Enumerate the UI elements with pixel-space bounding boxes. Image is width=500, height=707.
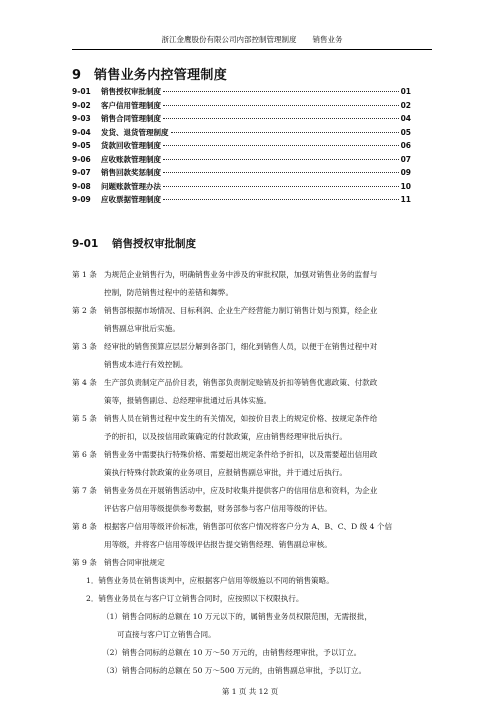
list-item: 1．销售业务员在销售谈判中，应根据客户信用等级施以不同的销售策略。 [86, 576, 334, 585]
article-line: 销售人员在销售过程中发生的有关情况，如按价目表上的规定价格、按规定条件给 [104, 414, 378, 423]
toc-entry-page: 04 [400, 114, 411, 123]
toc-entry-page: 01 [400, 87, 411, 96]
article [72, 302, 430, 338]
toc-entry-number: 9-08 [72, 181, 91, 191]
article [72, 338, 430, 374]
page-header [72, 33, 432, 50]
toc-entry-number: 9-02 [72, 100, 91, 110]
toc-entry[interactable] [72, 194, 411, 208]
toc-entry-page: 07 [400, 154, 411, 164]
toc-entry-title: 应收账款管理制度 [101, 154, 161, 164]
section-title-text: 销售授权审批制度 [112, 238, 196, 250]
article [72, 266, 430, 302]
article-label: 第 4 条 [72, 378, 97, 387]
article-line: 销售副总审批后实施。 [104, 324, 180, 333]
toc-entry[interactable] [72, 140, 411, 154]
header-section: 销售业务 [312, 35, 343, 44]
chapter-number: 9 [72, 68, 82, 83]
toc-leader-dots [163, 199, 399, 200]
article-text [104, 302, 430, 338]
toc-leader-dots [163, 172, 399, 173]
article-text [104, 410, 430, 446]
header-company: 浙江金鹰股份有限公司内部控制管理制度 [161, 35, 297, 44]
article [72, 518, 430, 554]
article-line: 根据客户信用等级评价标准，销售部可依客户情况将客户分为 A、B、C、D 级 4 个信 [104, 522, 393, 531]
article-text [104, 518, 430, 554]
article-label: 第 7 条 [72, 486, 97, 495]
toc-entry-title: 应收票据管理制度 [101, 195, 161, 204]
toc-entry-page: 11 [400, 195, 411, 204]
toc-entry-number: 9-09 [72, 195, 91, 204]
toc-entry[interactable] [72, 181, 411, 195]
toc-entry-title: 销售合同管理制度 [101, 114, 161, 123]
toc-entry[interactable] [72, 86, 411, 100]
article-line: 予的折扣，以及按信用政策确定的付款政策，应由销售经理审批后执行。 [104, 432, 347, 441]
article-label: 第 9 条 [72, 558, 97, 567]
article-text [104, 266, 430, 302]
article-label: 第 8 条 [72, 522, 97, 531]
article-text [104, 482, 430, 518]
toc-entry[interactable] [72, 167, 411, 181]
article-text [104, 338, 430, 374]
toc-entry-page: 09 [400, 168, 411, 177]
list-item: （2）销售合同标的总额在 10 万～50 万元的，由销售经理审批，予以订立。 [102, 648, 362, 657]
toc-entry-title: 货款回收管理制度 [101, 141, 161, 150]
table-of-contents [72, 86, 411, 208]
toc-entry[interactable] [72, 127, 411, 141]
article-label: 第 5 条 [72, 414, 97, 423]
toc-entry-title: 销售回款奖惩制度 [101, 168, 161, 177]
article-text [104, 554, 430, 572]
article-text [104, 446, 430, 482]
toc-entry[interactable] [72, 154, 411, 168]
article [72, 446, 430, 482]
toc-entry[interactable] [72, 113, 411, 127]
toc-entry-number: 9-07 [72, 168, 91, 177]
body-text [72, 266, 430, 680]
toc-entry-number: 9-04 [72, 127, 91, 137]
list-item: 2．销售业务员在与客户订立销售合同时，应按照以下权限执行。 [86, 594, 304, 603]
toc-leader-dots [163, 159, 399, 160]
article-label: 第 2 条 [72, 306, 97, 315]
section-title [72, 236, 196, 251]
article-line: 销售合同审批规定 [104, 558, 165, 567]
article-line: 经审批的销售预算应层层分解到各部门，细化到销售人员，以便于在销售过程中对 [104, 342, 378, 351]
toc-entry-page: 02 [400, 100, 411, 110]
article-label: 第 1 条 [72, 270, 97, 279]
toc-entry-number: 9-06 [72, 154, 91, 164]
article-label: 第 3 条 [72, 342, 97, 351]
toc-leader-dots [163, 118, 399, 119]
article [72, 554, 430, 572]
chapter-title [72, 64, 227, 83]
article-line: 销售业务员在开展销售活动中，应及时收集并提供客户的信用信息和资料，为企业 [104, 486, 378, 495]
toc-entry-page: 06 [400, 141, 411, 150]
toc-entry-title: 问题账款管理办法 [101, 181, 161, 191]
toc-leader-dots [163, 145, 399, 146]
article-label: 第 6 条 [72, 450, 97, 459]
article [72, 410, 430, 446]
list-item: （3）销售合同标的总额在 50 万～500 万元的，由销售副总审批，予以订立。 [102, 666, 367, 675]
toc-leader-dots [163, 186, 399, 187]
article-line: 用等级，并将客户信用等级评估报告提交销售经理、销售副总审核。 [104, 540, 332, 549]
article-line: 评估客户信用等级提供参考数据，财务部参与客户信用等级的评估。 [104, 504, 332, 513]
toc-entry-number: 9-03 [72, 114, 91, 123]
article-line: 策等，报销售副总、总经理审批通过后具体实施。 [104, 396, 272, 405]
article-line: 策执行特殊付款政策的业务项目，应报销售副总审批，并于通过后执行。 [104, 468, 347, 477]
page-footer: 第 1 页 共 12 页 [221, 687, 279, 696]
toc-entry-page: 10 [400, 181, 411, 191]
article-line: 销售业务中需要执行特殊价格、需要超出规定条件给予折扣，以及需要超出信用政 [104, 450, 378, 459]
toc-leader-dots [171, 132, 399, 133]
toc-entry-page: 05 [400, 127, 411, 137]
toc-entry[interactable] [72, 100, 411, 114]
article-line: 控制，防范销售过程中的差错和舞弊。 [104, 288, 234, 297]
article-text [104, 374, 430, 410]
article-line: 销售部根据市场情况、目标利润、企业生产经营能力制订销售计划与预算，经企业 [104, 306, 378, 315]
toc-entry-number: 9-01 [72, 87, 91, 96]
toc-entry-title: 客户信用管理制度 [101, 100, 161, 110]
article-line: 为规范企业销售行为，明确销售业务中涉及的审批权限，加强对销售业务的监督与 [104, 270, 378, 279]
toc-entry-title: 发货、退货管理制度 [101, 127, 169, 137]
list-item: 可直接与客户订立销售合同。 [117, 630, 216, 639]
toc-entry-title: 销售授权审批制度 [101, 87, 161, 96]
article-line: 生产部负责制定产品价目表，销售部负责制定赊销及折扣等销售优惠政策、付款政 [104, 378, 378, 387]
toc-leader-dots [163, 105, 399, 106]
toc-entry-number: 9-05 [72, 141, 91, 150]
toc-leader-dots [163, 91, 399, 92]
chapter-title-text: 销售业务内控管理制度 [94, 68, 228, 83]
article [72, 374, 430, 410]
section-number: 9-01 [72, 238, 99, 250]
article-line: 销售成本进行有效控制。 [104, 360, 188, 369]
list-item: （1）销售合同标的总额在 10 万元以下的，属销售业务员权限范围，无需报批， [102, 612, 372, 621]
article [72, 482, 430, 518]
